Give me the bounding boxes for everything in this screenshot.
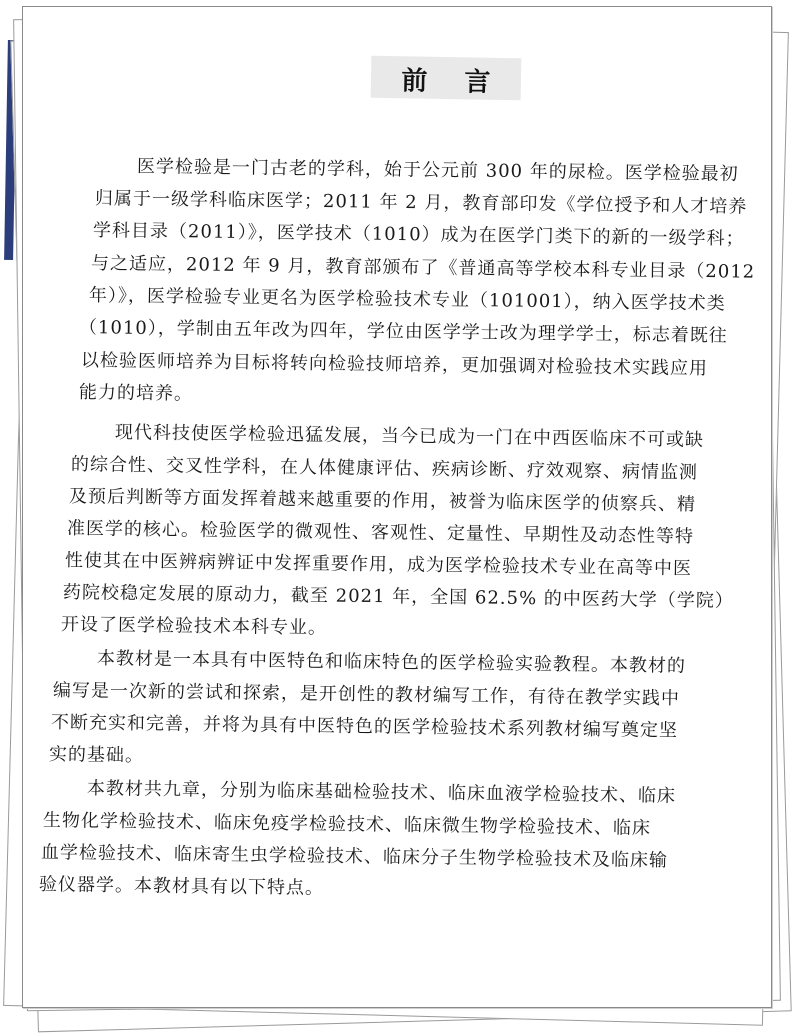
page-title: 前 言 [401,66,505,99]
paragraph-2-line-1: 现代科技使医学检验迅猛发展，当今已成为一门在中西医临床不可或缺 [114,422,705,451]
paragraph-1-line-1: 医学检验是一门古老的学科，始于公元前 300 年的尿检。医学检验最初 [136,156,739,185]
document-page [22,6,772,1008]
paragraph-4-line-3: 血学检验技术、临床寄生虫学检验技术、临床分子生物学检验技术及临床输 [40,842,669,872]
paragraph-2-line-2: 的综合性、交叉性学科，在人体健康评估、疾病诊断、疗效观察、病情监测 [70,454,699,484]
paragraph-2-line-4: 准医学的核心。检验医学的微观性、客观性、定量性、早期性及动态性等特 [66,518,695,548]
title-banner [371,56,522,101]
paragraph-1-line-4: 与之适应，2012 年 9 月，教育部颁布了《普通高等学校本科专业目录（2012 [90,253,756,283]
paragraph-1-line-5: 年）》，医学检验专业更名为医学检验技术专业（101001），纳入医学技术类 [88,285,726,315]
paragraph-2-line-6: 药院校稳定发展的原动力，截至 2021 年，全国 62.5% 的中医药大学（学院） [62,582,734,612]
paragraph-1-line-3: 学科目录（2011）》，医学技术（1010）成为在医学门类下的新的一级学科； [92,220,745,250]
paragraph-1-line-2: 归属于一级学科临床医学；2011 年 2 月，教育部印发《学位授予和人才培养 [94,188,748,218]
paragraph-3-line-3: 不断充实和完善，并将为具有中医特色的医学检验技术系列教材编写奠定坚 [50,712,679,742]
paragraph-4-line-4: 验仪器学。本教材具有以下特点。 [38,874,325,899]
paragraph-1-line-7: 以检验医师培养为目标将转向检验技师培养，更加强调对检验技术实践应用 [80,350,709,380]
paragraph-2-line-7: 开设了医学检验技术本科专业。 [60,614,328,639]
paragraph-2-line-5: 性使其在中医辨病辨证中发挥重要作用，成为医学检验技术专业在高等中医 [64,550,693,580]
paragraph-4-line-1: 本教材共九章，分别为临床基础检验技术、临床血液学检验技术、临床 [86,778,677,807]
paragraph-1-line-8: 能力的培养。 [78,382,194,405]
paragraph-3-line-4: 实的基础。 [48,744,145,767]
paragraph-3-line-2: 编写是一次新的尝试和探索，是开创性的教材编写工作，有待在教学实践中 [52,680,681,710]
paragraph-4-line-2: 生物化学检验技术、临床免疫学检验技术、临床微生物学检验技术、临床 [42,810,652,839]
paragraph-2-line-3: 及预后判断等方面发挥着越来越重要的作用，被誉为临床医学的侦察兵、精 [68,486,697,516]
paragraph-1-line-6: （1010），学制由五年改为四年，学位由医学学士改为理学学士，标志着既往 [78,317,728,347]
paragraph-3-line-1: 本教材是一本具有中医特色和临床特色的医学检验实验教程。本教材的 [96,648,687,677]
